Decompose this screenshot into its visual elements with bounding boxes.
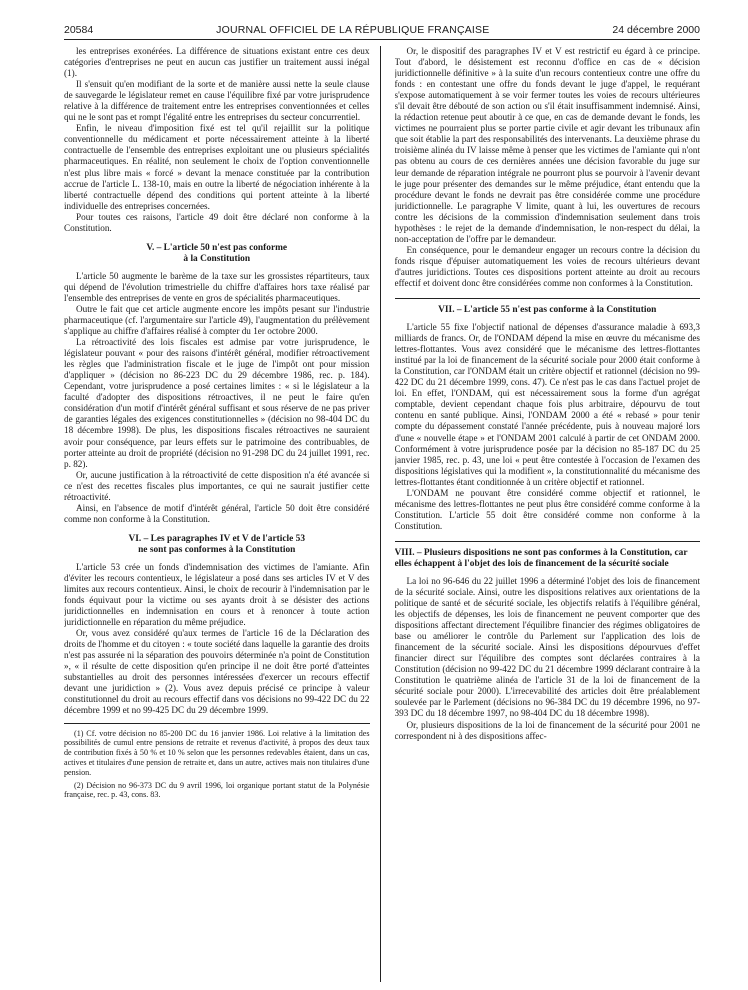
- paragraph: La loi no 96-646 du 22 juillet 1996 a déterminé l'objet des lois de financement de la sécurité sociale. Ainsi, outre les dispositions relatives aux orientations de la politique de santé et de sécurité sociale, les objectifs relatifs à l'équilibre général, les objectifs de dépenses, les lois de financement ne peuvent comporter que des dispositions affectant directement l'équilibre financier des régimes obligatoires de base ou améliorer le contrôle du Parlement sur l'application des lois de financement de la sécurité sociale. Ainsi les dispositions dépourvues d'effet financier direct sur l'équilibre des comptes sont déclarées contraires à la Constitution (décision no 99-422 DC du 21 décembre 1999 déclarant contraire à la Constitution le quatrième alinéa de l'article 31 de la loi de financement de la sécurité sociale pour 2000). L'irrecevabilité des articles doit être préalablement soulevée par le Parlement (décisions no 96-384 DC du 19 décembre 1996, no 97-393 DC du 18 décembre 1997, no 98-404 DC du 18 décembre 1998).: [394, 575, 700, 719]
- paragraph: Pour toutes ces raisons, l'article 49 doit être déclaré non conforme à la Constitution.: [64, 211, 370, 233]
- heading-line: VI. – Les paragraphes IV et V de l'article 53: [128, 533, 306, 544]
- section-heading-vii: VII. – L'article 55 n'est pas conforme à la Constitution: [395, 298, 701, 316]
- paragraph: Or, vous avez considéré qu'aux termes de l'article 16 de la Déclaration des droits de l'homme et du citoyen : « toute société dans laquelle la garantie des droits n'est pas assurée ni la séparation des pouvoirs déterminée n'a point de Constitution », « il résulte de cette disposition qu'en principe il ne doit être porté d'atteintes substantielles au droit des personnes intéressées d'exercer un recours effectif devant une juridiction » (2). Vous avez depuis précisé ce principe à valeur constitutionnel du droit au recours effectif dans vos décisions no 99-422 DC du 22 décembre 1999 et no 99-425 DC du 29 décembre 1999.: [64, 628, 370, 716]
- journal-title: JOURNAL OFFICIEL DE LA RÉPUBLIQUE FRANÇAISE: [216, 24, 490, 36]
- left-column: [64, 46, 381, 982]
- paragraph: La rétroactivité des lois fiscales est admise par votre jurisprudence, le législateur pouvant « pour des raisons d'intérêt général, modifier rétroactivement les règles que l'administration fiscale et le juge de l'impôt ont pour mission d'appliquer » (décision no 86-223 DC du 29 décembre 1986, rec. p. 184). Cependant, votre jurisprudence a posé certaines limites : « si le législateur a la faculté d'adopter des dispositions rétroactives, il ne peut le faire qu'en considération d'un motif d'intérêt général suffisant et sous réserve de ne pas priver de garanties légales des exigences constitutionnelles » (décision no 98-404 DC du 18 décembre 1998). De plus, les dispositions fiscales rétroactives ne sauraient avoir pour conséquence, par leurs effets sur le patrimoine des contribuables, de porter atteinte au droit de propriété (décision no 91-298 DC du 24 juillet 1991, rec. p. 82).: [64, 337, 370, 469]
- heading-line: à la Constitution: [183, 253, 251, 264]
- right-column: [395, 46, 701, 982]
- paragraph: L'article 53 crée un fonds d'indemnisation des victimes de l'amiante. Afin d'éviter les recours contentieux, le législateur a posé dans ses articles IV et V des limites aux recours contentieux. Ainsi, le choix de recourir à l'indemnisation par le fonds équivaut pour la victime ou ses ayants droit à se désister des actions juridictionnelles en indemnisation en cours et à renoncer à toute action juridictionnelle en réparation du même préjudice.: [64, 561, 370, 628]
- paragraph: Outre le fait que cet article augmente encore les impôts pesant sur l'industrie pharmaceutique (cf. l'argumentaire sur l'article 49), l'augmentation du prélèvement s'applique au chiffre d'affaires réalisé à compter du 1er octobre 2000.: [64, 303, 370, 337]
- heading-line: ne sont pas conformes à la Constitution: [138, 544, 296, 555]
- page-header: [64, 14, 700, 40]
- footnote: (1) Cf. votre décision no 85-200 DC du 16 janvier 1986. Loi relative à la limitation des possibilités de cumul entre pensions de retraite et revenus d'activité, à propos des deux taux de contribution fixés à 50 % et 10 % selon que les personnes redevables étaient, dans un cas, actives et titulaires d'une pension de retraite et, dans un autre, actives mais non titulaires d'une pension.: [64, 728, 370, 777]
- section-heading-viii: VIII. – Plusieurs dispositions ne sont pas conformes à la Constitution, car elles échappent à l'objet des lois de financement de la sécurité sociale: [395, 541, 701, 570]
- page-number: 20584: [64, 24, 94, 36]
- issue-date: 24 décembre 2000: [612, 24, 700, 36]
- footnotes: [64, 723, 370, 801]
- paragraph: Ainsi, en l'absence de motif d'intérêt général, l'article 50 doit être considéré comme non conforme à la Constitution.: [64, 502, 370, 524]
- paragraph: les entreprises exonérées. La différence de situations existant entre ces deux catégories d'entreprises ne peut en aucun cas justifier un traitement aussi inégal (1).: [64, 46, 370, 79]
- paragraph: Il s'ensuit qu'en modifiant de la sorte et de manière aussi nette la seule clause de sauvegarde le législateur remet en cause l'équilibre fixé par votre jurisprudence relative à la différence de traitement entre les entreprises conventionnées et celles qui ne le sont pas et rompt l'égalité entre les entreprises du secteur concurrentiel.: [64, 79, 370, 123]
- paragraph: Or, plusieurs dispositions de la loi de financement de la sécurité pour 2001 ne correspondent ni à des dispositions affec-: [394, 719, 700, 741]
- heading-line: V. – L'article 50 n'est pas conforme: [146, 242, 288, 253]
- paragraph: L'ONDAM ne pouvant être considéré comme objectif et rationnel, le mécanisme des lettres-flottantes ne peut plus être considéré comme conforme à la Constitution. L'article 55 doit être considéré comme non conforme à la Constitution.: [394, 487, 700, 531]
- paragraph: Or, aucune justification à la rétroactivité de cette disposition n'a été avancée si ce n'est des recettes fiscales plus importantes, ce qui ne saurait justifier cette rétroactivité.: [64, 469, 370, 502]
- footnote: (2) Décision no 96-373 DC du 9 avril 1996, loi organique portant statut de la Polynésie française, rec. p. 43, cons. 83.: [64, 780, 370, 800]
- text-columns: [64, 46, 700, 982]
- paragraph: L'article 50 augmente le barème de la taxe sur les grossistes répartiteurs, taux qui dépend de l'évolution trimestrielle du chiffre d'affaires hors taxe réalisé par l'ensemble des entreprises de vente en gros de spécialités pharmaceutiques.: [64, 270, 370, 303]
- paragraph: L'article 55 fixe l'objectif national de dépenses d'assurance maladie à 693,3 milliards de francs. Or, de l'ONDAM dépend la mise en œuvre du mécanisme des lettres-flottantes. Vous avez considéré que le mécanisme des lettres-flottantes institué par la loi de financement de la sécurité sociale pour 2000 était conforme à la Constitution, car l'ONDAM était un critère objectif et rationnel (décision no 99-422 DC du 21 décembre 1999, cons. 47). Ce n'est pas le cas dans l'actuel projet de loi. En effet, l'ONDAM, qui est nécessairement sous la forme d'un agrégat comptable, devient cependant chaque fois plus arbitraire, dépourvu de tout contenu en santé publique. Ainsi, l'ONDAM 2000 a été « rebasé » pour tenir compte du dépassement constaté l'année précédente, puis à nouveau majoré lors d'une « nouvelle étape » et l'ONDAM 2001 calculé à partir de cet ONDAM 2000. Conformément à votre jurisprudence posée par la décision no 85-187 DC du 25 janvier 1985, rec. p. 43, une loi « peut être contestée à l'occasion de l'examen des dispositions législatives qui la modifient », la constitutionnalité du mécanisme des lettres-flottantes étant conditionnée à un critère objectif et rationnel.: [394, 322, 700, 487]
- paragraph: Enfin, le niveau d'imposition fixé est tel qu'il rejaillit sur la politique conventionnelle du médicament et porte nécessairement atteinte à la liberté contractuelle de l'ensemble des entreprises exploitant une ou plusieurs spécialités pharmaceutiques. En réalité, non seulement le choix de l'option conventionnelle n'est plus libre mais « forcé » devant la menace constituée par la contribution accrue de l'article L. 138-10, mais en outre la liberté de négociation inhérente à la liberté contractuelle dépend des conditions qui portent atteinte à la liberté individuelle des entreprises concernées.: [64, 123, 370, 211]
- section-heading-vi: [64, 534, 370, 556]
- paragraph: En conséquence, pour le demandeur engager un recours contre la décision du fonds risque d'épuiser automatiquement les voies de recours ultérieurs devant d'autres juridictions. Toutes ces dispositions portent atteinte au droit au recours effectif et doivent donc être considérées comme non conformes à la Constitution.: [394, 244, 700, 288]
- section-heading-v: [64, 243, 370, 265]
- paragraph: Or, le dispositif des paragraphes IV et V est restrictif eu égard à ce principe. Tout d'abord, le désistement est reconnu d'office en cas de « décision juridictionnelle définitive » à la suite d'un recours contentieux contre une offre du fonds : en contestant une offre du fonds devant le juge d'appel, le requérant s'expose automatiquement à se voir fermer toutes les voies de recours ultérieures s'il devait être débouté de son action ou s'il était insuffisamment indemnisé. Ainsi, la rédaction retenue peut aboutir à ce que, en cas de demande devant le fonds, les victimes ne pourraient plus se porter partie civile et agir devant les tribunaux afin que soit établie la part des responsabilités des intervenants. La deuxième phrase du troisième alinéa du IV laisse même à penser que les victimes de l'amiante qui n'ont pas obtenu au cours de ces dernières années une décision favorable du juge sur leur demande de réparation intégrale ne pourront plus se pourvoir à l'avenir devant le juge pour présenter des demandes sur le même préjudice, étant entendu que la procédure devant le fonds ne devrait pas être considérée comme une procédure juridictionnelle. Le paragraphe V limite, quant à lui, les ouvertures de recours contre les décisions de la commission d'indemnisation seulement dans trois hypothèses : le rejet de la demande d'indemnisation, le non-respect du délai, la non-acceptation de l'offre par le demandeur.: [394, 46, 700, 244]
